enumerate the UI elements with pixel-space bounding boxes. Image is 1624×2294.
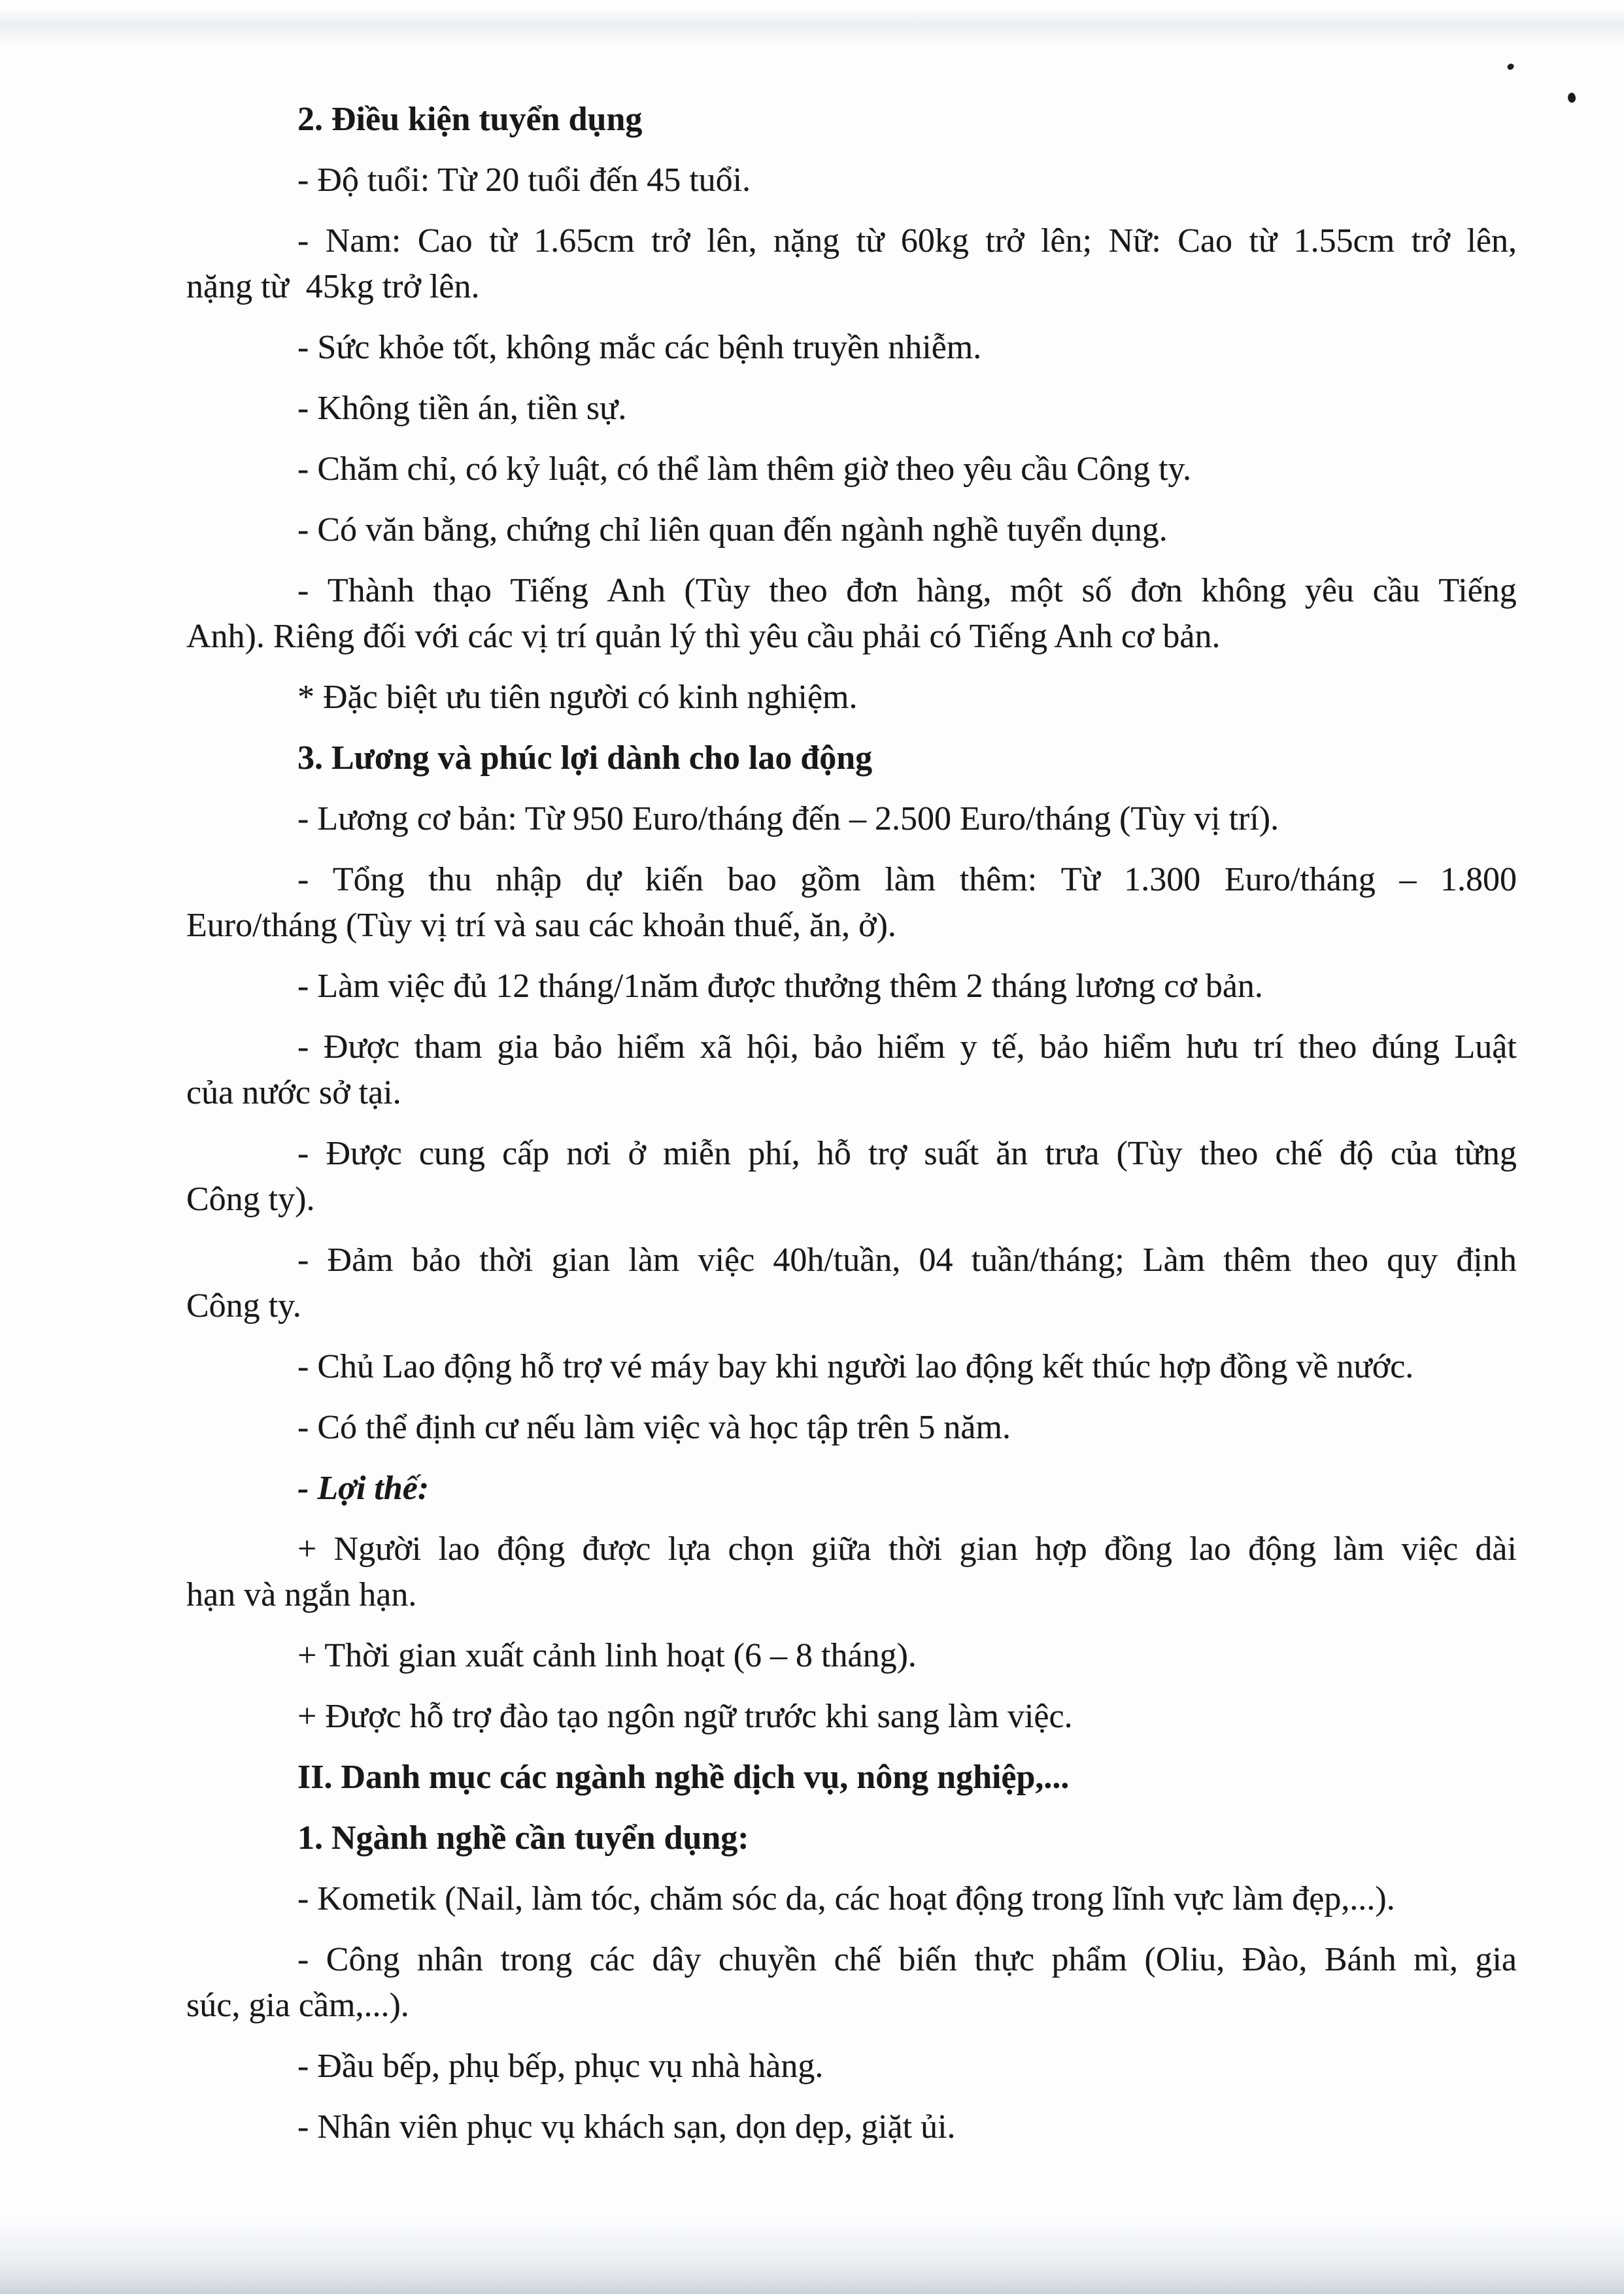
text-line: + Người lao động được lựa chọn giữa thời gian hợp đồng lao động làm việc dài bbox=[297, 1530, 1517, 1568]
paragraph bbox=[186, 735, 1517, 781]
text-line: + Được hỗ trợ đào tạo ngôn ngữ trước khi sang làm việc. bbox=[297, 1698, 1073, 1735]
text-line: - Có thể định cư nếu làm việc và học tập trên 5 năm. bbox=[297, 1409, 1011, 1446]
scan-artifact-top-band bbox=[0, 10, 1624, 47]
text-line: - Chăm chỉ, có kỷ luật, có thể làm thêm giờ theo yêu cầu Công ty. bbox=[297, 450, 1192, 488]
paragraph bbox=[186, 1024, 1517, 1116]
paragraph bbox=[186, 1131, 1517, 1223]
text-line: 3. Lương và phúc lợi dành cho lao động bbox=[297, 739, 873, 777]
document-body bbox=[186, 97, 1517, 2165]
paragraph bbox=[186, 2104, 1517, 2150]
text-line: 1. Ngành nghề cần tuyển dụng: bbox=[297, 1819, 749, 1857]
paragraph bbox=[186, 1466, 1517, 1511]
text-line: - Công nhân trong các dây chuyền chế biến thực phẩm (Oliu, Đào, Bánh mì, gia bbox=[297, 1941, 1517, 1978]
paragraph bbox=[186, 1633, 1517, 1679]
text-line: * Đặc biệt ưu tiên người có kinh nghiệm. bbox=[297, 679, 858, 716]
text-line: - Kometik (Nail, làm tóc, chăm sóc da, các hoạt động trong lĩnh vực làm đẹp,...). bbox=[297, 1880, 1395, 1917]
text-line: - Được tham gia bảo hiểm xã hội, bảo hiểm y tế, bảo hiểm hưu trí theo đúng Luật bbox=[297, 1028, 1517, 1066]
paragraph bbox=[186, 1937, 1517, 2029]
text-line: của nước sở tại. bbox=[186, 1074, 401, 1111]
paragraph bbox=[186, 964, 1517, 1009]
text-line: - Sức khỏe tốt, không mắc các bệnh truyền nhiễm. bbox=[297, 329, 982, 366]
paragraph bbox=[186, 386, 1517, 431]
paragraph bbox=[186, 796, 1517, 842]
text-line: - Làm việc đủ 12 tháng/1năm được thưởng thêm 2 tháng lương cơ bản. bbox=[297, 968, 1263, 1005]
text-line: - Tổng thu nhập dự kiến bao gồm làm thêm: Từ 1.300 Euro/tháng – 1.800 bbox=[297, 861, 1517, 898]
paragraph bbox=[186, 447, 1517, 492]
paragraph bbox=[186, 1694, 1517, 1740]
text-line: Công ty. bbox=[186, 1287, 301, 1324]
text-line: - Đầu bếp, phụ bếp, phục vụ nhà hàng. bbox=[297, 2048, 824, 2085]
paragraph bbox=[186, 218, 1517, 310]
paragraph bbox=[186, 1527, 1517, 1618]
text-line: Công ty). bbox=[186, 1181, 315, 1218]
text-line: Euro/tháng (Tùy vị trí và sau các khoản thuế, ăn, ở). bbox=[186, 907, 896, 944]
ink-speck bbox=[1566, 92, 1577, 104]
scan-artifact-bottom-band bbox=[0, 2219, 1624, 2294]
paragraph bbox=[186, 1876, 1517, 1922]
text-line: Anh). Riêng đối với các vị trí quản lý thì yêu cầu phải có Tiếng Anh cơ bản. bbox=[186, 618, 1221, 655]
text-line: - Nhân viên phục vụ khách sạn, dọn dẹp, giặt ủi. bbox=[297, 2108, 956, 2146]
text-line: - Nam: Cao từ 1.65cm trở lên, nặng từ 60kg trở lên; Nữ: Cao từ 1.55cm trở lên, bbox=[297, 222, 1517, 260]
paragraph bbox=[186, 1344, 1517, 1390]
text-line: - Không tiền án, tiền sự. bbox=[297, 390, 627, 427]
text-line: - Độ tuổi: Từ 20 tuổi đến 45 tuổi. bbox=[297, 161, 751, 199]
text-line: II. Danh mục các ngành nghề dịch vụ, nông nghiệp,... bbox=[297, 1759, 1070, 1796]
paragraph bbox=[186, 675, 1517, 720]
text-line: + Thời gian xuất cảnh linh hoạt (6 – 8 tháng). bbox=[297, 1637, 917, 1674]
paragraph bbox=[186, 568, 1517, 660]
text-line: - Có văn bằng, chứng chỉ liên quan đến ngành nghề tuyển dụng. bbox=[297, 511, 1168, 548]
text-line: nặng từ 45kg trở lên. bbox=[186, 268, 480, 305]
text-line: - Đảm bảo thời gian làm việc 40h/tuần, 04 tuần/tháng; Làm thêm theo quy định bbox=[297, 1241, 1517, 1279]
ink-speck bbox=[1506, 62, 1515, 71]
paragraph bbox=[186, 1238, 1517, 1329]
paragraph bbox=[186, 507, 1517, 553]
paragraph bbox=[186, 2044, 1517, 2089]
paragraph bbox=[186, 857, 1517, 949]
text-line: - Được cung cấp nơi ở miễn phí, hỗ trợ suất ăn trưa (Tùy theo chế độ của từng bbox=[297, 1135, 1517, 1172]
text-line: - Lợi thế: bbox=[297, 1470, 430, 1507]
paragraph bbox=[186, 1405, 1517, 1451]
paragraph bbox=[186, 158, 1517, 203]
text-line: súc, gia cầm,...). bbox=[186, 1987, 409, 2024]
paragraph bbox=[186, 1815, 1517, 1861]
paragraph bbox=[186, 1755, 1517, 1800]
text-line: - Chủ Lao động hỗ trợ vé máy bay khi người lao động kết thúc hợp đồng về nước. bbox=[297, 1348, 1414, 1385]
text-line: hạn và ngắn hạn. bbox=[186, 1576, 417, 1613]
text-line: 2. Điều kiện tuyển dụng bbox=[297, 101, 643, 138]
text-line: - Thành thạo Tiếng Anh (Tùy theo đơn hàng, một số đơn không yêu cầu Tiếng bbox=[297, 572, 1517, 609]
text-line: - Lương cơ bản: Từ 950 Euro/tháng đến – 2.500 Euro/tháng (Tùy vị trí). bbox=[297, 800, 1279, 837]
paragraph bbox=[186, 97, 1517, 143]
paragraph bbox=[186, 325, 1517, 371]
